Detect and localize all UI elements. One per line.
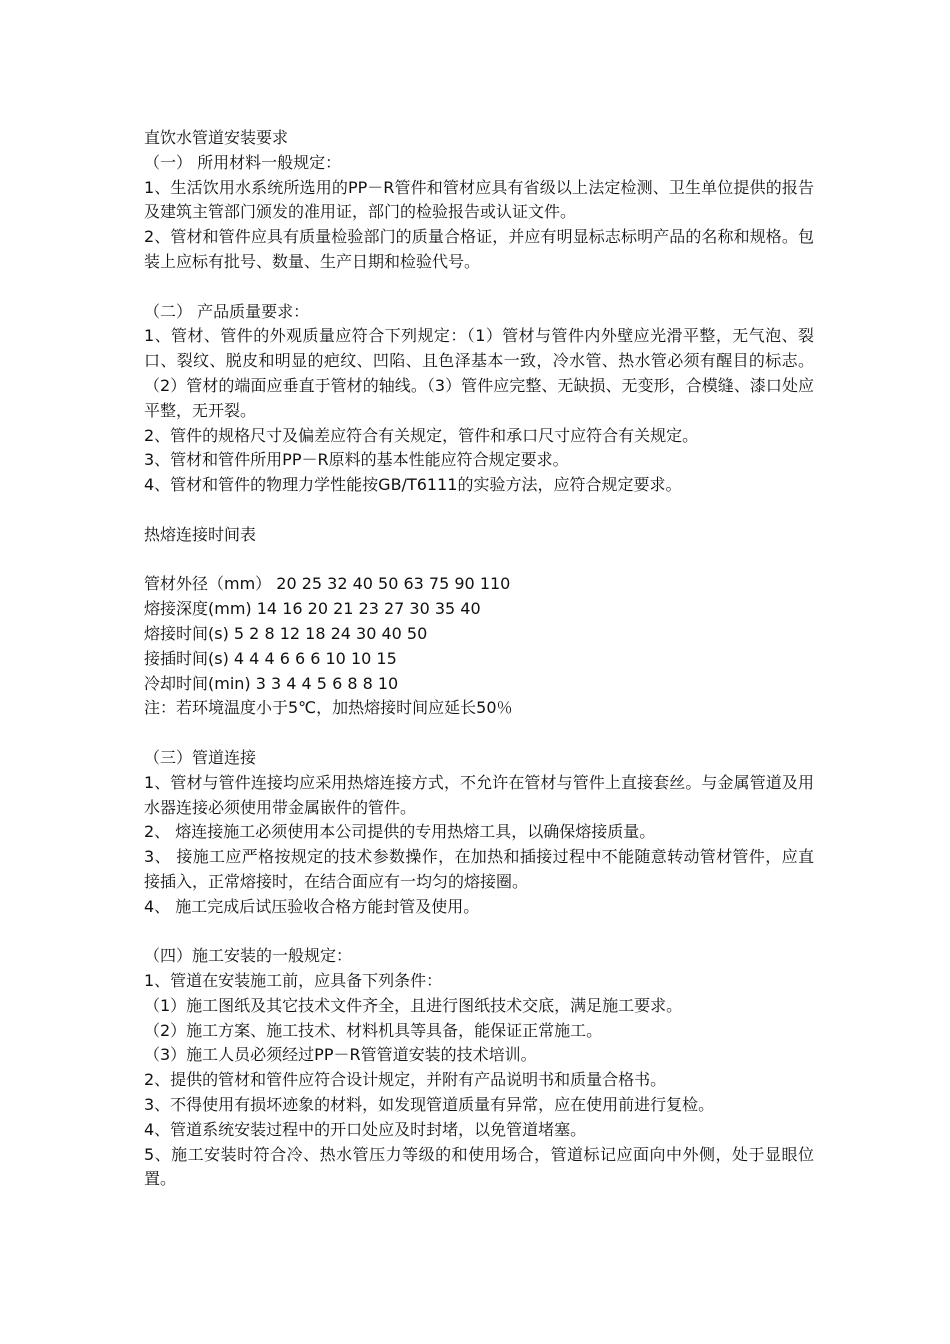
- section-4-subitem-3: （3）施工人员必须经过PP－R管管道安装的技术培训。: [144, 1045, 537, 1065]
- blank-line: [144, 498, 814, 523]
- section-4-subitem-2: （2）施工方案、施工技术、材料机具等具备，能保证正常施工。: [144, 1020, 603, 1040]
- document-page: [144, 126, 814, 1192]
- document-title: 直饮水管道安装要求: [144, 128, 289, 147]
- section-2-heading: （二） 产品质量要求：: [144, 301, 310, 321]
- section-4-paragraph-4: 4、管道系统安装过程中的开口处应及时封堵，以免管道堵塞。: [144, 1119, 587, 1139]
- section-1-heading: （一） 所用材料一般规定：: [144, 152, 342, 172]
- section-3-heading: （三）管道连接: [144, 747, 257, 767]
- section-2-paragraph-4: 4、管材和管件的物理力学性能按GB/T6111的实验方法，应符合规定要求。: [144, 475, 682, 495]
- section-4-paragraph-1: 1、管道在安装施工前，应具备下列条件：: [144, 971, 443, 991]
- section-2-paragraph-2: 2、管件的规格尺寸及偏差应符合有关规定，管件和承口尺寸应符合有关规定。: [144, 425, 699, 445]
- table-row: 熔接时间(s) 5 2 8 12 18 24 30 40 50: [144, 623, 428, 643]
- section-3-paragraph-1: 1、管材与管件连接均应采用热熔连接方式，不允许在管材与管件上直接套丝。与金属管道及用水器连接必须使用带金属嵌件的管件。: [144, 772, 814, 817]
- table-row: 熔接深度(mm) 14 16 20 21 23 27 30 35 40: [144, 599, 481, 619]
- table-row: 管材外径（mm） 20 25 32 40 50 63 75 90 110: [144, 574, 511, 594]
- section-4-paragraph-5: 5、施工安装时符合冷、热水管压力等级的和使用场合，管道标记应面向中外侧，处于显眼位置。: [144, 1144, 814, 1189]
- table-note: 注：若环境温度小于5℃，加热熔接时间应延长50％: [144, 698, 513, 718]
- table-title: 热熔连接时间表: [144, 524, 257, 544]
- blank-line: [144, 275, 814, 300]
- section-3-paragraph-4: 4、 施工完成后试压验收合格方能封管及使用。: [144, 896, 480, 916]
- blank-line: [144, 548, 814, 573]
- blank-line: [144, 721, 814, 746]
- section-2-paragraph-3: 3、管材和管件所用PP－R原料的基本性能应符合规定要求。: [144, 450, 569, 470]
- section-2-paragraph-1: 1、管材、管件的外观质量应符合下列规定：（1）管材与管件内外壁应光滑平整，无气泡、裂口、裂纹、脱皮和明显的疤纹、凹陷、且色泽基本一致，冷水管、热水管必须有醒目的标志。（2）管材的端面应垂直于管材的轴线。（3）管件应完整、无缺损、无变形，合模缝、漆口处应平整，无开裂。: [144, 326, 814, 420]
- blank-line: [144, 920, 814, 945]
- section-4-heading: （四）施工安装的一般规定：: [144, 946, 353, 966]
- section-1-paragraph-2: 2、管材和管件应具有质量检验部门的质量合格证，并应有明显标志标明产品的名称和规格。包装上应标有批号、数量、生产日期和检验代号。: [144, 227, 814, 271]
- section-3-paragraph-3: 3、 接施工应严格按规定的技术参数操作，在加热和插接过程中不能随意转动管材管件，应直接插入，正常熔接时，在结合面应有一均匀的熔接圈。: [144, 847, 814, 891]
- table-row: 接插时间(s) 4 4 4 6 6 6 10 10 15: [144, 648, 397, 668]
- section-4-paragraph-3: 3、不得使用有损坏迹象的材料，如发现管道质量有异常，应在使用前进行复检。: [144, 1095, 715, 1115]
- section-4-subitem-1: （1）施工图纸及其它技术文件齐全，且进行图纸技术交底，满足施工要求。: [144, 995, 683, 1015]
- table-row: 冷却时间(min) 3 3 4 4 5 6 8 8 10: [144, 673, 399, 693]
- section-1-paragraph-1: 1、生活饮用水系统所选用的PP－R管件和管材应具有省级以上法定检测、卫生单位提供的报告及建筑主管部门颁发的准用证，部门的检验报告或认证文件。: [144, 177, 814, 222]
- section-3-paragraph-2: 2、 熔连接施工必须使用本公司提供的专用热熔工具，以确保熔接质量。: [144, 822, 656, 842]
- section-4-paragraph-2: 2、提供的管材和管件应符合设计规定，并附有产品说明书和质量合格书。: [144, 1070, 667, 1090]
